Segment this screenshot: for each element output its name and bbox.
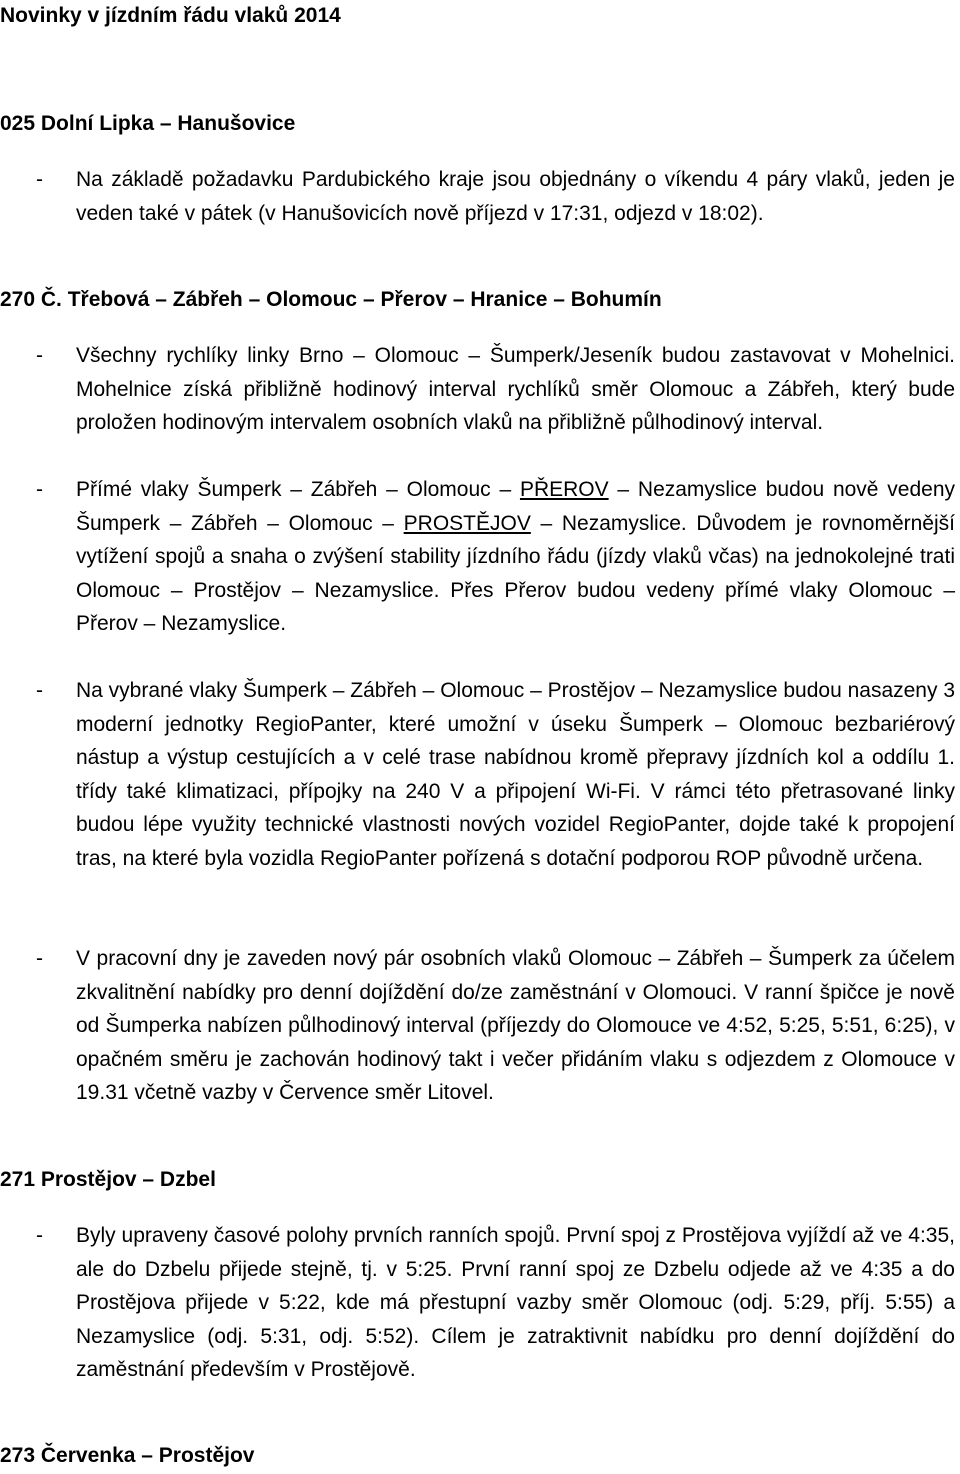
list-bullet: - [36, 168, 43, 191]
underlined-station-prerov: PŘEROV [519, 478, 609, 501]
list-item: Všechny rychlíky linky Brno – Olomouc – Šumperk/Jeseník budou zastavovat v Mohelnici. Mohelnice získá přibližně hodinový interval rychlíků směr Olomouc a Zábřeh, který bude proložen hodinovým intervalem osobních vlaků na přibližně půlhodinový interval. [76, 344, 955, 434]
list-item [76, 473, 955, 641]
list-item: Byly upraveny časové polohy prvních ranních spojů. První spoj z Prostějova vyjíždí až ve 4:35, ale do Dzbelu přijede stejně, tj. v 5:25. První ranní spoj ze Dzbelu odjede až ve 4:35 a do Prostějova přijede v 5:22, kde má přestupní vazby směr Olomouc (odj. 5:29, příj. 5:55) a Nezamyslice (odj. 5:31, odj. 5:52). Cílem je zatraktivnit nabídku pro denní dojíždění do zaměstnání především v Prostějově. [76, 1224, 955, 1381]
list-item-text: – Nezamyslice. Důvodem je rovnoměrnější vytížení spojů a snaha o zvýšení stability jízdního řádu (jízdy vlaků včas) na jednokolejné trati Olomouc – Prostějov – Nezamyslice. Přes Přerov budou vedeny přímé vlaky Olomouc – Přerov – Nezamyslice. [76, 511, 955, 635]
list-bullet: - [36, 947, 43, 970]
list-bullet: - [36, 344, 43, 367]
section-heading-271: 271 Prostějov – Dzbel [0, 1168, 216, 1191]
section-heading-270: 270 Č. Třebová – Zábřeh – Olomouc – Přerov – Hranice – Bohumín [0, 288, 662, 311]
list-bullet: - [36, 1224, 43, 1247]
page-title: Novinky v jízdním řádu vlaků 2014 [0, 4, 341, 27]
section-heading-025: 025 Dolní Lipka – Hanušovice [0, 112, 296, 135]
list-item-text: Přímé vlaky Šumperk – Zábřeh – Olomouc – [76, 478, 520, 501]
list-item-text: – Nezamyslice budou nově vedeny Šumperk – Zábřeh – Olomouc – [76, 478, 956, 535]
list-bullet: - [36, 478, 43, 501]
underlined-station-prostejov: PROSTĚJOV [403, 511, 531, 535]
list-item: V pracovní dny je zaveden nový pár osobních vlaků Olomouc – Zábřeh – Šumperk za účelem zkvalitnění nabídky pro denní dojíždění do/ze zaměstnání v Olomouci. V ranní špičce je nově od Šumperka nabízen půlhodinový interval (příjezdy do Olomouce ve 4:52, 5:25, 5:51, 6:25), v opačném směru je zachován hodinový takt i večer přidáním vlaku s odjezdem z Olomouce v 19.31 včetně vazby v Července směr Litovel. [76, 947, 955, 1104]
list-item: Na vybrané vlaky Šumperk – Zábřeh – Olomouc – Prostějov – Nezamyslice budou nasazeny 3 moderní jednotky RegioPanter, které umožní v úseku Šumperk – Olomouc bezbariérový nástup a výstup cestujících a v celé trase nabídnou kromě přepravy jízdních kol a oddílu 1. třídy také klimatizaci, přípojky na 240 V a připojení Wi-Fi. V rámci této přetrasované linky budou lépe využity technické vlastnosti nových vozidel RegioPanter, dojde také k propojení tras, na které byla vozidla RegioPanter pořízená s dotační podporou ROP původně určena. [76, 679, 955, 870]
list-item: Na základě požadavku Pardubického kraje jsou objednány o víkendu 4 páry vlaků, jeden je veden také v pátek (v Hanušovicích nově příjezd v 17:31, odjezd v 18:02). [76, 168, 955, 225]
section-heading-273: 273 Červenka – Prostějov [0, 1444, 255, 1467]
list-bullet: - [36, 679, 43, 702]
